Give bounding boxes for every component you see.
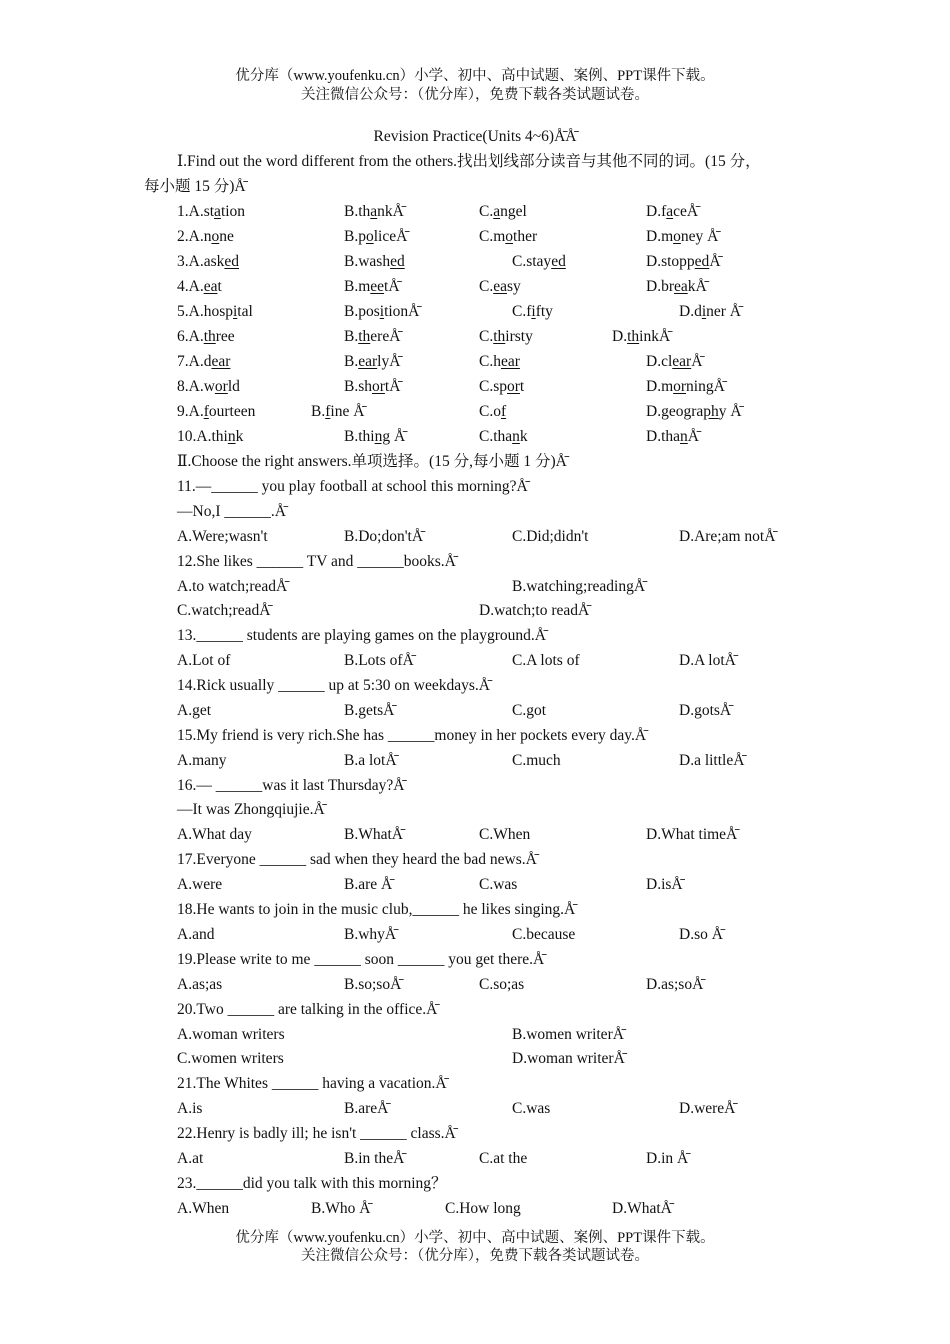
underlined-letters: or xyxy=(214,378,228,395)
option-text: ld xyxy=(227,378,240,395)
underlined-letters: o xyxy=(365,228,374,245)
q16-option-b: B.WhatÅ̄ xyxy=(344,826,403,843)
underlined-letters: n xyxy=(227,428,236,445)
underlined-letters: ed xyxy=(694,253,710,270)
option-text: D.stopp xyxy=(646,253,695,270)
section-1-heading: Ⅰ.Find out the word different from the others.找出划线部分读音与其他不同的词。(15 分， xyxy=(177,153,761,170)
q12-stem: 12.She likes ______ TV and ______books.Å̄ xyxy=(177,553,456,570)
underlined-letters: ea xyxy=(493,278,507,295)
q13-option-a: A.Lot of xyxy=(177,652,231,669)
q11-option-c: C.Did;didn't xyxy=(512,528,589,545)
underlined-letters: i xyxy=(531,303,536,320)
option-text: B.sh xyxy=(344,378,372,395)
underlined-letters: or xyxy=(372,378,385,395)
option-text: lyÅ̄ xyxy=(377,353,401,370)
option-text: liceÅ̄ xyxy=(373,228,408,245)
underlined-letters: i xyxy=(701,303,707,320)
q7-option-c xyxy=(479,352,520,372)
q15-option-a: A.many xyxy=(177,752,227,769)
q23-option-d: D.WhatÅ̄ xyxy=(612,1200,672,1217)
q20-option-a: A.woman writers xyxy=(177,1026,285,1043)
underlined-letters: ea xyxy=(673,278,688,295)
q23-option-c: C.How long xyxy=(445,1200,521,1217)
option-text: C. xyxy=(479,328,494,345)
option-text: kÅ̄ xyxy=(687,278,707,295)
underlined-letters: th xyxy=(627,328,640,345)
q21-option-b: B.areÅ̄ xyxy=(344,1100,389,1117)
option-text: C.f xyxy=(512,303,532,320)
q13-option-b: B.Lots ofÅ̄ xyxy=(344,652,414,669)
underlined-letters: o xyxy=(505,228,514,245)
footer-line-1: 优分库（www.youfenku.cn）小学、初中、高中试题、案例、PPT课件下载。 xyxy=(235,1230,715,1246)
q6-option-b xyxy=(344,327,400,347)
option-text: 5.A.hosp xyxy=(177,303,233,320)
underlined-letters: a xyxy=(370,203,378,220)
option-text: C.tha xyxy=(479,428,513,445)
q7-option-a xyxy=(177,352,230,372)
underlined-letters: ed xyxy=(390,253,405,270)
underlined-letters: i xyxy=(379,303,385,320)
q16-option-c: C.When xyxy=(479,826,531,843)
option-text: irsty xyxy=(505,328,533,345)
q23-option-a: A.When xyxy=(177,1200,230,1217)
underlined-letters: f xyxy=(203,403,209,420)
option-text: sy xyxy=(506,278,521,295)
option-text: D.br xyxy=(646,278,674,295)
q13-option-d: D.A lotÅ̄ xyxy=(679,652,736,669)
q21-option-d: D.wereÅ̄ xyxy=(679,1100,736,1117)
option-text: tÅ̄ xyxy=(384,278,400,295)
option-text: Å̄ xyxy=(691,353,703,370)
q17-stem: 17.Everyone ______ sad when they heard the bad news.Å̄ xyxy=(177,851,537,868)
option-text: tÅ̄ xyxy=(384,378,401,395)
option-text: ceÅ̄ xyxy=(673,203,699,220)
q1-option-c xyxy=(479,202,527,222)
q4-option-d xyxy=(646,277,707,297)
option-text: B.thi xyxy=(344,428,375,445)
option-text: Å̄ xyxy=(390,428,406,445)
q19-option-b: B.so;soÅ̄ xyxy=(344,976,402,993)
q14-option-c: C.got xyxy=(512,702,547,719)
underlined-letters: ed xyxy=(224,253,239,270)
underlined-letters: ed xyxy=(551,253,566,270)
underlined-letters: ear xyxy=(672,353,692,370)
option-text: nkÅ̄ xyxy=(377,203,404,220)
q22-stem: 22.Henry is badly ill; he isn't ______ class.Å̄ xyxy=(177,1125,456,1142)
q6-option-d xyxy=(612,327,670,347)
underlined-letters: a xyxy=(493,203,501,220)
q21-option-c: C.was xyxy=(512,1100,551,1117)
q2-option-b xyxy=(344,227,407,247)
q18-option-c: C.because xyxy=(512,926,576,943)
option-text: tionÅ̄ xyxy=(384,303,420,320)
q3-option-c xyxy=(512,252,566,272)
q18-option-d: D.so Å̄ xyxy=(679,926,723,943)
option-text: 1.A.st xyxy=(177,203,215,220)
q11-stem: 11.—______ you play football at school this morning?Å̄ xyxy=(177,478,528,495)
q1-option-b xyxy=(344,202,404,222)
q1-option-a xyxy=(177,202,245,222)
option-text: B.p xyxy=(344,228,366,245)
q23-option-b: B.Who Å̄ xyxy=(311,1200,371,1217)
q19-stem: 19.Please write to me ______ soon ______ you get there.Å̄ xyxy=(177,951,545,968)
q8-option-c xyxy=(479,377,524,397)
underlined-letters: th xyxy=(358,328,371,345)
q21-option-a: A.is xyxy=(177,1100,203,1117)
q19-option-c: C.so;as xyxy=(479,976,525,993)
q15-option-c: C.much xyxy=(512,752,561,769)
q22-option-a: A.at xyxy=(177,1150,204,1167)
q14-option-a: A.get xyxy=(177,702,212,719)
option-text: y Å̄ xyxy=(718,403,742,420)
option-text: ereÅ̄ xyxy=(370,328,401,345)
q20-option-c: C.women writers xyxy=(177,1050,284,1067)
option-text: B. xyxy=(344,353,359,370)
option-text: 6.A. xyxy=(177,328,204,345)
q12-option-c: C.watch;readÅ̄ xyxy=(177,602,271,619)
q2-option-c xyxy=(479,227,537,247)
option-text: B.m xyxy=(344,278,371,295)
underlined-letters: a xyxy=(666,203,674,220)
q12-option-d: D.watch;to readÅ̄ xyxy=(479,602,590,619)
q20-option-b: B.women writerÅ̄ xyxy=(512,1026,624,1043)
option-text: C.m xyxy=(479,228,506,245)
underlined-letters: ea xyxy=(203,278,218,295)
q15-option-b: B.a lotÅ̄ xyxy=(344,752,397,769)
underlined-letters: f xyxy=(325,403,331,420)
q2-option-a xyxy=(177,227,234,247)
q5-option-c xyxy=(512,302,553,322)
q9-option-d xyxy=(646,402,742,422)
underlined-letters: a xyxy=(214,203,221,220)
q4-option-a xyxy=(177,277,222,297)
q15-stem: 15.My friend is very rich.She has ______money in her pockets every day.Å̄ xyxy=(177,727,647,744)
option-text: ney Å̄ xyxy=(680,228,719,245)
option-text: ourteen xyxy=(208,403,256,420)
q14-option-d: D.gotsÅ̄ xyxy=(679,702,732,719)
page-title: Revision Practice(Units 4~6)Å̄Å̄ xyxy=(373,128,577,145)
q10-option-c xyxy=(479,427,528,447)
option-text: 8.A.w xyxy=(177,378,215,395)
option-text: D. xyxy=(612,328,628,345)
underlined-letters: n xyxy=(512,428,520,445)
option-text: k xyxy=(235,428,244,445)
q11-option-b: B.Do;don'tÅ̄ xyxy=(344,528,424,545)
section-1-heading-cont: 每小题 15 分)Å̄ xyxy=(144,178,246,195)
q11-option-a: A.Were;wasn't xyxy=(177,528,268,545)
q18-stem: 18.He wants to join in the music club,______ he likes singing.Å̄ xyxy=(177,901,576,918)
option-text: ne xyxy=(219,228,234,245)
underlined-letters: ear xyxy=(358,353,378,370)
option-text: D.m xyxy=(646,378,674,395)
underlined-letters: ng xyxy=(374,428,391,445)
option-text: C. xyxy=(479,203,494,220)
underlined-letters: ee xyxy=(370,278,385,295)
option-text: Å̄ xyxy=(687,428,699,445)
q15-option-d: D.a littleÅ̄ xyxy=(679,752,745,769)
footer-line-2: 关注微信公众号：（优分库），免费下载各类试题试卷。 xyxy=(301,1248,649,1264)
q17-option-a: A.were xyxy=(177,876,223,893)
option-text: fty xyxy=(535,303,553,320)
option-text: B. xyxy=(311,403,326,420)
option-text: inkÅ̄ xyxy=(639,328,671,345)
q5-option-d xyxy=(679,302,741,322)
option-text: C.stay xyxy=(512,253,552,270)
option-text: B.pos xyxy=(344,303,380,320)
q16-stem-2: —It was Zhongqiujie.Å̄ xyxy=(177,801,325,818)
underlined-letters: or xyxy=(673,378,687,395)
option-text: ther xyxy=(513,228,538,245)
q5-option-a xyxy=(177,302,253,322)
q11-option-d: D.Are;am notÅ̄ xyxy=(679,528,776,545)
q4-option-c xyxy=(479,277,521,297)
q17-option-b: B.are Å̄ xyxy=(344,876,393,893)
option-text: ine Å̄ xyxy=(330,403,365,420)
q20-stem: 20.Two ______ are talking in the office.Å̄ xyxy=(177,1001,438,1018)
option-text: tion xyxy=(220,203,246,220)
q1-option-d xyxy=(646,202,698,222)
underlined-letters: ph xyxy=(703,403,719,420)
option-text: D.f xyxy=(646,203,667,220)
option-text: 7.A.d xyxy=(177,353,212,370)
option-text: 10.A.thi xyxy=(177,428,228,445)
underlined-letters: o xyxy=(673,228,681,245)
option-text: 4.A. xyxy=(177,278,204,295)
q17-option-d: D.isÅ̄ xyxy=(646,876,683,893)
option-text: D.cl xyxy=(646,353,673,370)
q10-option-a xyxy=(177,427,243,447)
section-2-heading: Ⅱ.Choose the right answers.单项选择。(15 分,每小题 1 分)Å̄ xyxy=(177,453,567,470)
q3-option-a xyxy=(177,252,239,272)
option-text: C. xyxy=(479,278,494,295)
option-text: k xyxy=(519,428,528,445)
option-text: ner Å̄ xyxy=(706,303,742,320)
option-text: t xyxy=(519,378,525,395)
underlined-letters: o xyxy=(211,228,220,245)
option-text: tal xyxy=(237,303,253,320)
underlined-letters: th xyxy=(203,328,216,345)
q10-option-d xyxy=(646,427,699,447)
q6-option-c xyxy=(479,327,533,347)
option-text: ningÅ̄ xyxy=(686,378,725,395)
q7-option-d xyxy=(646,352,702,372)
q8-option-b xyxy=(344,377,400,397)
q21-stem: 21.The Whites ______ having a vacation.Å̄ xyxy=(177,1075,447,1092)
q5-option-b xyxy=(344,302,419,322)
underlined-letters: i xyxy=(232,303,238,320)
q11-stem-2: —No,I ______.Å̄ xyxy=(177,503,286,520)
q6-option-a xyxy=(177,327,235,347)
option-text: C.sp xyxy=(479,378,507,395)
q3-option-b xyxy=(344,252,405,272)
q19-option-d: D.as;soÅ̄ xyxy=(646,976,704,993)
option-text: 9.A. xyxy=(177,403,204,420)
option-text: 3.A.ask xyxy=(177,253,225,270)
q10-option-b xyxy=(344,427,405,447)
q16-stem: 16.— ______was it last Thursday?Å̄ xyxy=(177,777,405,794)
q9-option-c xyxy=(479,402,506,422)
q18-option-a: A.and xyxy=(177,926,215,943)
option-text: D.m xyxy=(646,228,674,245)
header-line-1: 优分库（www.youfenku.cn）小学、初中、高中试题、案例、PPT课件下载。 xyxy=(235,68,715,84)
q16-option-a: A.What day xyxy=(177,826,252,843)
option-text: t xyxy=(217,278,222,295)
header-line-2: 关注微信公众号：（优分库），免费下载各类试题试卷。 xyxy=(301,87,649,103)
option-text: 2.A.n xyxy=(177,228,212,245)
q8-option-d xyxy=(646,377,725,397)
option-text: C.o xyxy=(479,403,501,420)
q14-option-b: B.getsÅ̄ xyxy=(344,702,395,719)
underlined-letters: n xyxy=(680,428,688,445)
q9-option-b xyxy=(311,402,364,422)
option-text: ngel xyxy=(500,203,527,220)
underlined-letters: th xyxy=(493,328,506,345)
q14-stem: 14.Rick usually ______ up at 5:30 on weekdays.Å̄ xyxy=(177,677,490,694)
q13-option-c: C.A lots of xyxy=(512,652,580,669)
q2-option-d xyxy=(646,227,718,247)
option-text: B. xyxy=(344,328,359,345)
q3-option-d xyxy=(646,252,721,272)
q20-option-d: D.woman writerÅ̄ xyxy=(512,1050,625,1067)
option-text: D.tha xyxy=(646,428,681,445)
underlined-letters: or xyxy=(507,378,520,395)
underlined-letters: f xyxy=(500,403,507,420)
underlined-letters: ear xyxy=(500,353,520,370)
q7-option-b xyxy=(344,352,400,372)
q8-option-a xyxy=(177,377,240,397)
q19-option-a: A.as;as xyxy=(177,976,223,993)
option-text: B.wash xyxy=(344,253,391,270)
q22-option-d: D.in Å̄ xyxy=(646,1150,689,1167)
q4-option-b xyxy=(344,277,400,297)
option-text: D.d xyxy=(679,303,702,320)
option-text: C.h xyxy=(479,353,501,370)
q22-option-c: C.at the xyxy=(479,1150,528,1167)
q13-stem: 13.______ students are playing games on the playground.Å̄ xyxy=(177,627,546,644)
option-text: ree xyxy=(215,328,235,345)
q12-option-a: A.to watch;readÅ̄ xyxy=(177,578,288,595)
q16-option-d: D.What timeÅ̄ xyxy=(646,826,738,843)
option-text: D.geogra xyxy=(646,403,704,420)
q12-option-b: B.watching;readingÅ̄ xyxy=(512,578,646,595)
q9-option-a xyxy=(177,402,255,422)
underlined-letters: ear xyxy=(211,353,231,370)
q23-stem: 23.______did you talk with this morning？ xyxy=(177,1175,447,1192)
q17-option-c: C.was xyxy=(479,876,518,893)
q18-option-b: B.whyÅ̄ xyxy=(344,926,397,943)
option-text: Å̄ xyxy=(709,253,721,270)
q22-option-b: B.in theÅ̄ xyxy=(344,1150,405,1167)
option-text: B.th xyxy=(344,203,371,220)
